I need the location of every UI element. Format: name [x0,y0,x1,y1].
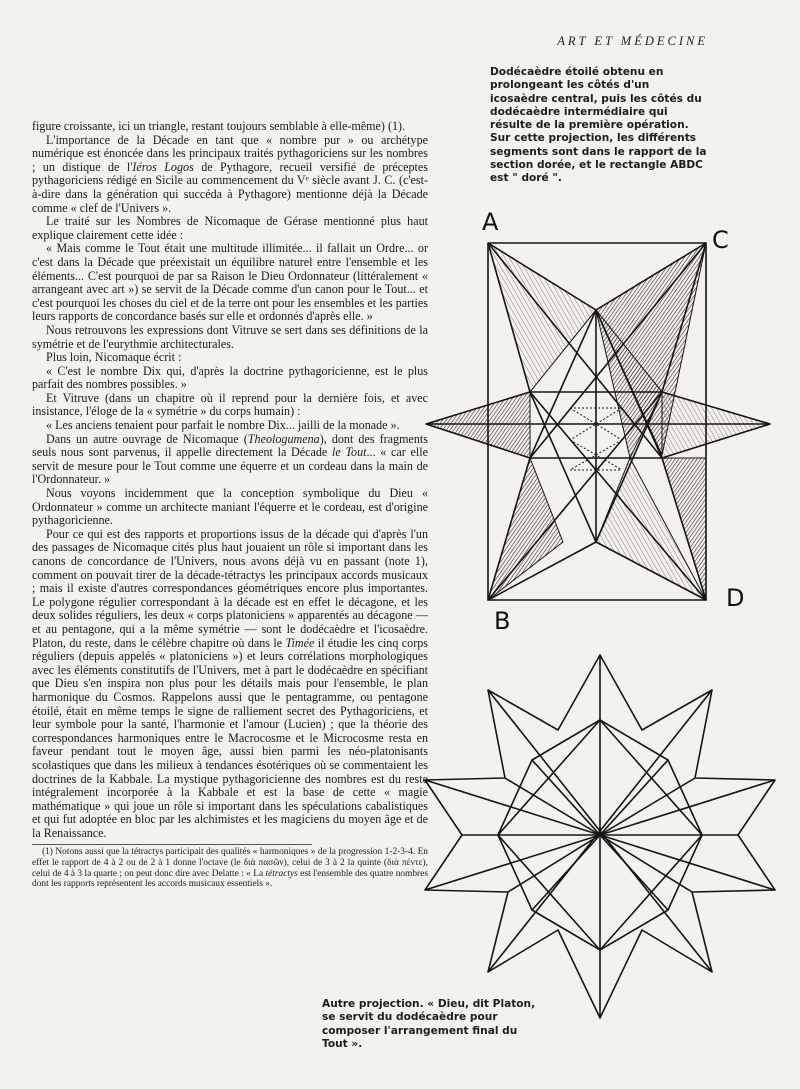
paragraph: figure croissante, ici un triangle, restant toujours semblable à elle-même) (1). [32,119,406,133]
text-run: Pour ce qui est des rapports et proportions issus de la décade qui d'après l'un des passages de Nicomaque cités plus haut jouaient un rôle si important dans les canons de concordance de l'Univers, nous avons déjà vu en passant (note 1), comment on pouvait tirer de la décade-tétractys les principaux accords musicaux ; mais il existe d'autres correspondances géométriques encore plus importantes. Le polygone régulier correspondant à la décade est en effet le décagone, et les deux solides réguliers, les deux « corps platoniciens » apparentés au décagone — et au pentagone, qui a la même symétrie — sont le dodécaèdre et l'icosaèdre. Platon, du reste, dans le célèbre chapitre où dans le [32,526,428,650]
paragraph [32,528,428,841]
paragraph: Plus loin, Nicomaque écrit : [46,350,182,365]
paragraph: Le traité sur les Nombres de Nicomaque de Gérase mentionné plus haut explique clairement cette idée : [32,214,428,242]
italic-term: le Tout [332,445,367,460]
stellated-dodecahedron-figure [418,228,780,610]
text-run: (1) Notons aussi que la tétractys participait des qualités « harmoniques » de la progression 1-2-3-4. En effet le rapport de 4 à 2 ou de 2 à 1 donne l'octave (le διὰ πασῶν), celui de 3 à 2 la quinte (διὰ πέντε), celui de 4 à 3 la quarte ; on peut donc dire avec Delatte : « La [32,847,428,879]
paragraph: Et Vitruve (dans un chapitre où il reprend pour la dernière fois, et avec insistance, l'éloge de la « symétrie » du corps humain) : [32,390,428,419]
footnote-block [32,844,428,890]
vertex-label-d: D [726,584,745,612]
vertex-label-c: C [712,226,729,254]
text-run: il étudie les cinq corps réguliers (depuis appelés « platoniciens ») et leurs corrélations morphologiques avec les éléments constitutifs de l'Univers, met à part le dodécaèdre en spécifiant que Dieu s'en inspira non plus pour les détails mais pour l'ensemble, le plan harmonique du Cosmos. Rappelons aussi que le pentagramme, ou pentagone étoilé, était en même temps le signe de ralliement secret des Pythagoriciens, et leur symbole pour la santé, l'harmonie et l'amour (Lucien) ; que la théorie des correspondances harmoniques entre le Macrocosme et le Microcosme resta en faveur pendant tout le moyen âge, aussi bien parmi les néo-platonisants scolastiques que dans les milieux à tendances ésotériques où se commentaient les doctrines de la Kabbale. La mystique pythagoricienne des nombres est du reste intégralement incorporée à la Kabbale et est la base de cette « magie mathématique » qui joue un rôle si important dans les spéculations cabalistiques et qui fut adoptée en bloc par les alchimistes et les magiciens du moyen âge et de la Renaissance. [32,635,428,840]
paragraph [32,433,428,487]
italic-title: Theologumena [247,431,320,446]
text-run: de Pythagore, recueil versifié de préceptes pythagoriciens rédigé en Sicile au commencement du Vᵉ siècle avant J. C. (c'est-à-dire dans la génération qui succéda à Pythagore) mentionne déjà la Décade comme « clef de l'Univers ». [32,159,428,215]
italic-term: tétractys [265,868,298,879]
text-run: ... « car elle servit de mesure pour le Tout comme une équerre et un cordeau dans la main de l'Ordonnateur. » [32,445,428,487]
italic-title: Iéros Logos [132,159,194,174]
paragraph: Nous retrouvons les expressions dont Vitruve se sert dans ses définitions de la symétrie et de l'eurythmie architecturales. [32,322,428,351]
vertex-label-b: B [494,607,511,635]
dodecahedron-projection-figure [418,648,780,1026]
paragraph: Nous voyons incidemment que la conception symbolique du Dieu « Ordonnateur » comme un architecte maniant l'équerre et le cordeau, est d'origine pythagoricienne. [32,486,428,528]
figure-caption-top: Dodécaèdre étoilé obtenu en prolongeant les côtés d'un icosaèdre central, puis les côtés du dodécaèdre intermédiaire qui résulte de la première opération. Sur cette projection, les différents segments sont dans le rapport de la section dorée, et le rectangle ABDC est " doré ". [490,66,707,185]
text-run: ), dont des fragments seuls nous sont parvenus, il appelle directement la Décade [32,431,428,460]
figure-caption-bottom: Autre projection. « Dieu, dit Platon, se servit du dodécaèdre pour composer l'arrangement final du Tout ». [322,998,536,1050]
footnote [32,847,428,889]
text-run: L'importance de la Décade en tant que « nombre pur » ou archétype numérique est énoncée dans les principaux traités pythagoriciens sur les nombres ; un distique de l' [32,132,428,174]
quotation: « C'est le nombre Dix qui, d'après la doctrine pythagoricienne, est le plus parfait des nombres possibles. » [32,363,428,392]
vertex-label-a: A [482,208,499,236]
running-title: ART ET MÉDECINE [557,34,708,48]
italic-title: Timée [285,635,315,650]
quotation: « Les anciens tenaient pour parfait le nombre Dix... jailli de la monade ». [46,418,400,433]
body-text-column [32,120,428,890]
paragraph [32,134,428,216]
quotation: « Mais comme le Tout était une multitude illimitée... il fallait un Ordre... or c'est dans la Décade que préexistait un équilibre naturel entre l'ensemble et les éléments... C'est pourquoi de par sa Raison le Dieu Ordonnateur (littéralement « arrangeant avec art ») se servit de la Décade comme d'un canon pour le Tout... et c'est pourquoi les choses du ciel et de la terre ont pour les ensembles et les parties leurs rapports de concordance basés sur elle et ordonnés d'après elle. » [32,241,428,324]
text-run: Dans un autre ouvrage de Nicomaque ( [46,431,248,446]
text-run: est l'ensemble des quatre nombres dont les rapports représentent les accords musicaux essentiels ». [32,868,428,890]
